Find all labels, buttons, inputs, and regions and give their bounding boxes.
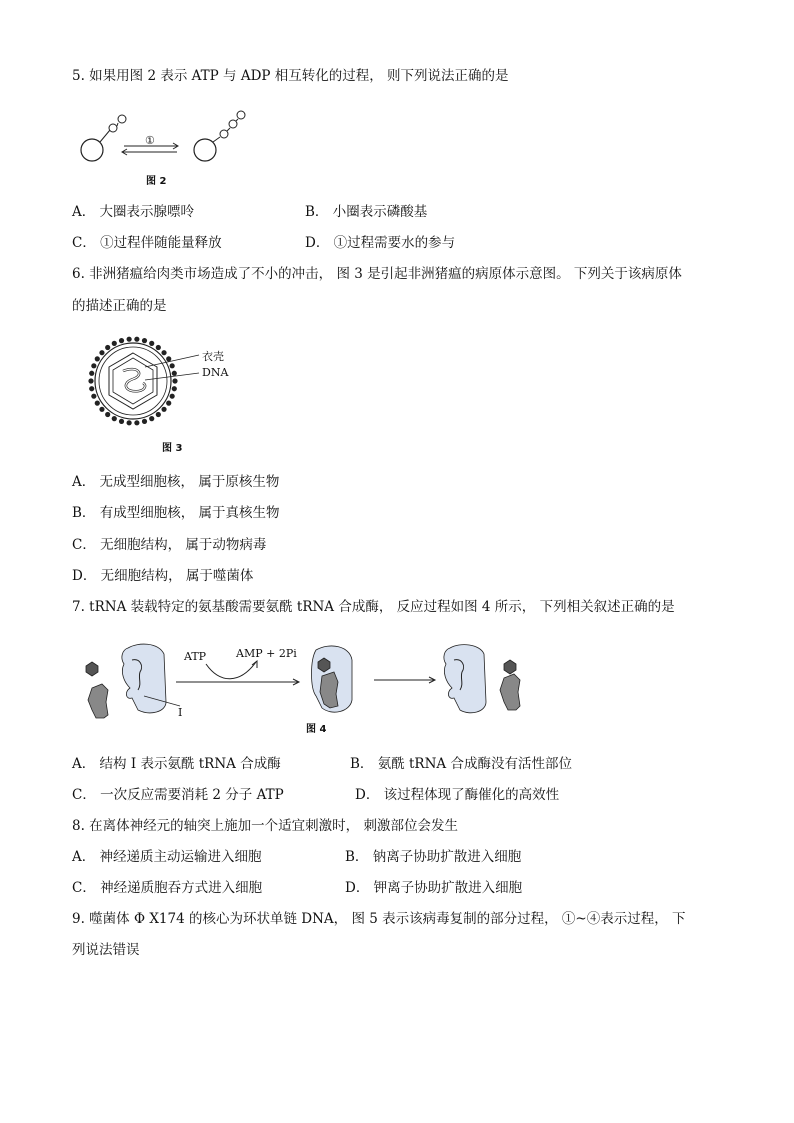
virus-envelope-protein [156, 345, 161, 350]
q5-figure [78, 110, 258, 165]
q8-option-b: B． 钠离子协助扩散进入细胞 [345, 849, 522, 865]
q5-right-small-circle-2 [229, 120, 237, 128]
q7-trna-3 [500, 674, 520, 710]
virus-envelope-protein [149, 341, 154, 346]
virus-envelope-protein [89, 386, 94, 391]
virus-envelope-protein [119, 338, 124, 343]
q7-figure [80, 640, 530, 720]
q7-option-c: C． 一次反应需要消耗 2 分子 ATP [72, 787, 284, 803]
q5-option-d: D． ①过程需要水的参与 [305, 235, 456, 251]
q7-amino-acid-3 [504, 660, 516, 674]
q7-option-b: B． 氨酰 tRNA 合成酶没有活性部位 [350, 756, 572, 772]
virus-envelope-protein [156, 412, 161, 417]
q6-capsid [109, 353, 157, 409]
virus-envelope-protein [172, 386, 177, 391]
virus-envelope-protein [112, 341, 117, 346]
q7-label-amp: AMP + 2Pi [236, 647, 297, 660]
virus-envelope-protein [105, 412, 110, 417]
virus-envelope-protein [161, 350, 166, 355]
virus-envelope-protein [134, 420, 139, 425]
virus-envelope-protein [134, 337, 139, 342]
q6-stem-line1: 6. 非洲猪瘟给肉类市场造成了不小的冲击， 图 3 是引起非洲猪瘟的病原体示意图。 下列关于该病原体 [72, 266, 682, 282]
q6-stem-line2: 的描述正确的是 [72, 298, 167, 314]
q8-option-d: D． 钾离子协助扩散进入细胞 [345, 880, 523, 896]
q7-trna-1 [88, 684, 108, 718]
virus-envelope-protein [95, 401, 100, 406]
virus-envelope-protein [172, 371, 177, 376]
virus-envelope-protein [170, 394, 175, 399]
q5-right-small-circle-1 [220, 130, 228, 138]
virus-envelope-protein [112, 416, 117, 421]
q6-label-shell: 衣壳 [202, 350, 224, 363]
virus-envelope-protein [166, 356, 171, 361]
q5-option-c: C． ①过程伴随能量释放 [72, 235, 222, 251]
virus-envelope-protein [170, 363, 175, 368]
q5-left-big-circle [81, 139, 103, 161]
q5-arrow-label: ① [145, 134, 155, 147]
virus-envelope-protein [161, 407, 166, 412]
virus-envelope-protein [89, 371, 94, 376]
q5-figure-caption: 图 2 [146, 176, 167, 187]
q5-left-small-circle-1 [109, 124, 117, 132]
virus-envelope-protein [127, 337, 132, 342]
q5-option-a: A． 大圈表示腺嘌呤 [72, 204, 195, 220]
q7-enzyme-1 [122, 644, 166, 713]
virus-envelope-protein [142, 419, 147, 424]
q7-amino-acid-1 [86, 662, 98, 676]
q5-right-big-circle [194, 139, 216, 161]
q7-option-a: A． 结构 I 表示氨酰 tRNA 合成酶 [72, 756, 281, 772]
virus-envelope-protein [119, 419, 124, 424]
q5-left-small-circle-2 [118, 115, 126, 123]
q7-option-d: D． 该过程体现了酶催化的高效性 [355, 787, 560, 803]
q6-option-c: C． 无细胞结构， 属于动物病毒 [72, 537, 267, 553]
virus-envelope-protein [127, 420, 132, 425]
virus-envelope-protein [142, 338, 147, 343]
q7-label-i: I [178, 706, 183, 719]
virus-envelope-protein [172, 378, 177, 383]
virus-envelope-protein [91, 363, 96, 368]
q8-option-c: C． 神经递质胞吞方式进入细胞 [72, 880, 263, 896]
q6-figure-caption: 图 3 [162, 443, 183, 454]
q8-stem: 8. 在离体神经元的轴突上施加一个适宜刺激时， 刺激部位会发生 [72, 818, 458, 834]
virus-envelope-protein [105, 345, 110, 350]
q9-stem-line2: 列说法错误 [72, 942, 140, 958]
q5-stem: 5. 如果用图 2 表示 ATP 与 ADP 相互转化的过程， 则下列说法正确的是 [72, 68, 509, 84]
virus-envelope-protein [91, 394, 96, 399]
virus-envelope-protein [166, 401, 171, 406]
q8-option-a: A． 神经递质主动运输进入细胞 [72, 849, 262, 865]
q7-enzyme-3 [444, 645, 486, 713]
q6-label-dna: DNA [202, 366, 229, 379]
q9-stem-line1: 9. 噬菌体 Φ X174 的核心为环状单链 DNA， 图 5 表示该病毒复制的部分过程， ①~④表示过程， 下 [72, 911, 686, 927]
q6-option-b: B． 有成型细胞核， 属于真核生物 [72, 505, 280, 521]
q5-right-small-circle-3 [237, 111, 245, 119]
virus-envelope-protein [88, 378, 93, 383]
q6-option-a: A． 无成型细胞核， 属于原核生物 [72, 474, 280, 490]
virus-envelope-protein [99, 350, 104, 355]
q7-label-atp: ATP [184, 650, 207, 663]
virus-envelope-protein [149, 416, 154, 421]
virus-envelope-protein [95, 356, 100, 361]
q7-stem: 7. tRNA 装载特定的氨基酸需要氨酰 tRNA 合成酶， 反应过程如图 4 所示， 下列相关叙述正确的是 [72, 599, 675, 615]
q7-figure-caption: 图 4 [306, 724, 327, 735]
virus-envelope-protein [99, 407, 104, 412]
q6-option-d: D． 无细胞结构， 属于噬菌体 [72, 568, 254, 584]
q5-option-b: B． 小圈表示磷酸基 [305, 204, 428, 220]
